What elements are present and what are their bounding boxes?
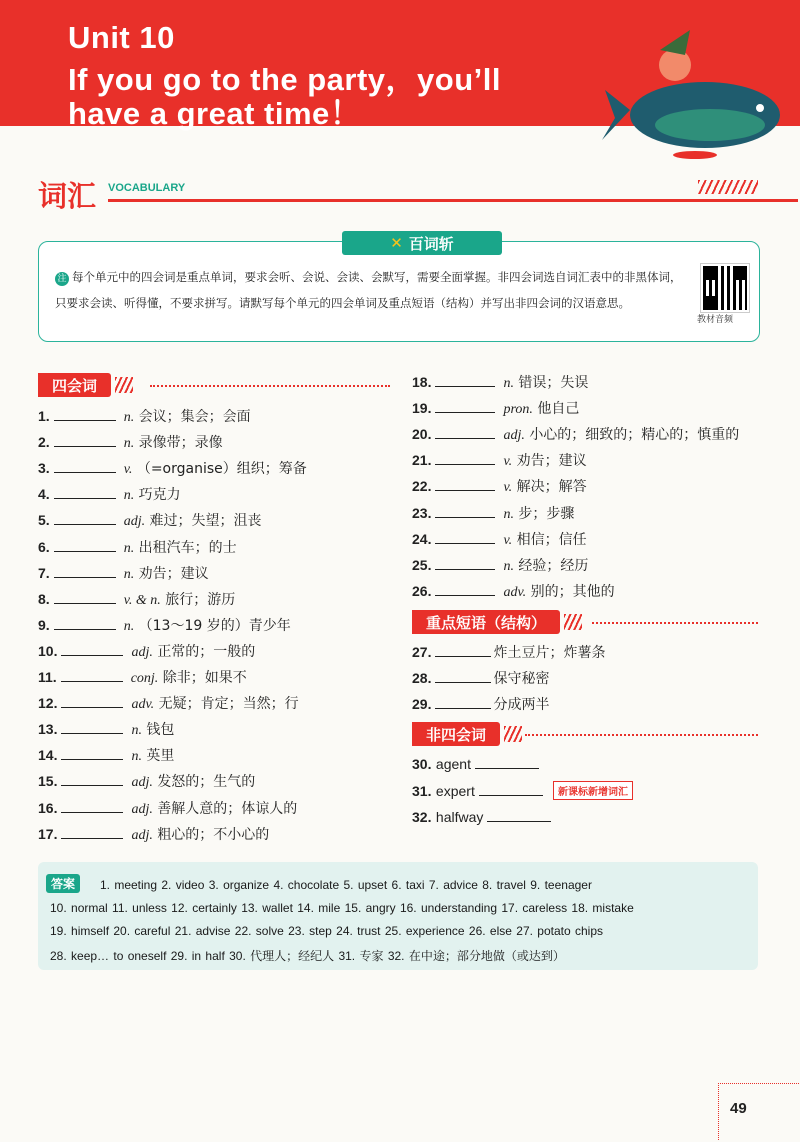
part-of-speech: adj.: [131, 644, 153, 660]
phrase-item: [412, 642, 605, 662]
part-of-speech: n.: [503, 506, 514, 522]
part-of-speech: n.: [123, 540, 135, 556]
part-of-speech: adj.: [131, 801, 153, 817]
part-of-speech: v.: [503, 454, 513, 470]
meaning: 钱包: [146, 722, 175, 739]
answer-blank[interactable]: [61, 641, 123, 656]
section-non-four-words: 非四会词: [412, 722, 500, 746]
vocab-item: [38, 458, 307, 478]
vocab-item: [38, 537, 237, 557]
item-number: 23.: [412, 504, 432, 521]
answer-blank[interactable]: [54, 510, 116, 525]
answer-blank[interactable]: [479, 781, 543, 796]
meaning: 旅行；游历: [165, 591, 236, 608]
vocab-item: [38, 798, 297, 818]
item-number: 30.: [412, 756, 432, 772]
answer-blank[interactable]: [435, 529, 495, 544]
answer-blank[interactable]: [435, 581, 495, 596]
answer-blank[interactable]: [435, 694, 491, 709]
vocab-item: [38, 667, 247, 687]
part-of-speech: conj.: [130, 671, 159, 686]
meaning: （=organise）组织；筹备: [136, 461, 307, 478]
vocab-item: [38, 615, 291, 635]
meaning: 巧克力: [138, 487, 181, 504]
answer-box: [38, 862, 758, 970]
meaning: 经验；经历: [518, 557, 589, 574]
instruction-body: 每个单元中的四会词是重点单词，要求会听、会说、会读、会默写，需要全面掌握。非四会词选自词汇表中的非黑体词，只要求会读、听得懂，不要求拼写。请默写每个单元的四会单词及重点短语（结构）并写出非四会词的汉语意思。: [55, 270, 682, 310]
item-number: 7.: [38, 564, 50, 581]
answer-blank[interactable]: [435, 372, 495, 387]
meaning: 劝告；建议: [138, 565, 209, 582]
dotted-divider: [525, 734, 758, 736]
answer-blank[interactable]: [61, 824, 123, 839]
answer-label: 答案: [46, 874, 80, 893]
meaning: 正常的；一般的: [157, 643, 256, 660]
answer-blank[interactable]: [435, 668, 491, 683]
answer-blank[interactable]: [487, 807, 551, 822]
item-number: 14.: [38, 747, 58, 764]
answer-line: 10. normal 11. unless 12. certainly 13. wallet 14. mile 15. angry 16. understanding 17. careless 18. mistake: [50, 901, 634, 915]
vocabulary-title-en: VOCABULARY: [108, 182, 186, 194]
phrase-item: [412, 694, 549, 714]
swords-icon: ✕: [390, 234, 403, 252]
answer-blank[interactable]: [54, 589, 116, 604]
answer-blank[interactable]: [54, 406, 116, 421]
item-number: 27.: [412, 644, 432, 660]
note-badge: [342, 231, 502, 255]
item-number: 32.: [412, 809, 432, 825]
meaning: 解决；解答: [516, 479, 587, 496]
qr-label: 教材音频: [697, 315, 734, 325]
note-icon: 注: [55, 272, 69, 286]
answer-blank[interactable]: [61, 693, 123, 708]
part-of-speech: n.: [123, 488, 135, 504]
part-of-speech: adj.: [131, 827, 153, 843]
answer-blank[interactable]: [61, 745, 123, 760]
vocab-item: [38, 745, 174, 765]
meaning: 分成两半: [493, 697, 550, 713]
page-number: 49: [730, 1100, 747, 1117]
answer-blank[interactable]: [54, 537, 116, 552]
word: expert: [435, 782, 475, 799]
divider: [108, 199, 798, 202]
answer-blank[interactable]: [54, 458, 116, 473]
vocab-item: [38, 824, 269, 844]
part-of-speech: adj.: [503, 428, 525, 444]
vocab-item: [38, 510, 262, 530]
vocab-item: [38, 432, 223, 452]
item-number: 20.: [412, 426, 432, 443]
part-of-speech: n.: [131, 723, 142, 739]
vocab-item: [412, 503, 574, 523]
phrase-item: [412, 668, 549, 688]
word: halfway: [435, 809, 484, 825]
whale-illustration: [600, 10, 800, 160]
answer-blank[interactable]: [61, 667, 123, 682]
item-number: 19.: [412, 400, 432, 417]
section-phrases: 重点短语（结构）: [412, 610, 560, 634]
answer-blank[interactable]: [475, 754, 539, 769]
part-of-speech: n.: [503, 376, 514, 391]
item-number: 18.: [412, 374, 432, 390]
item-number: 15.: [38, 773, 58, 790]
item-number: 6.: [38, 538, 50, 555]
meaning: 相信；信任: [516, 531, 587, 548]
answer-blank[interactable]: [61, 798, 123, 813]
dotted-divider: [150, 385, 390, 387]
meaning: 善解人意的；体谅人的: [157, 800, 298, 817]
item-number: 9.: [38, 616, 50, 633]
item-number: 24.: [412, 530, 432, 547]
answer-blank[interactable]: [435, 476, 495, 491]
item-number: 2.: [38, 434, 50, 451]
item-number: 4.: [38, 486, 50, 503]
new-vocabulary-tag: 新课标新增词汇: [553, 781, 633, 800]
part-of-speech: adv.: [503, 584, 527, 600]
item-number: 10.: [38, 642, 58, 659]
answer-blank[interactable]: [54, 615, 116, 630]
meaning: 粗心的；不小心的: [157, 826, 270, 843]
item-number: 16.: [38, 799, 58, 816]
unit-title-line1: If you go to the party，you’ll: [68, 62, 501, 97]
item-number: 29.: [412, 696, 432, 712]
part-of-speech: adj.: [131, 775, 153, 791]
meaning: 除非；如果不: [162, 670, 247, 686]
item-number: 11.: [38, 669, 57, 685]
meaning: 劝告；建议: [516, 453, 587, 470]
vocabulary-title-zh: 词汇: [38, 179, 97, 213]
answer-blank[interactable]: [435, 503, 495, 518]
answer-blank[interactable]: [54, 432, 116, 447]
vocab-item: [412, 450, 587, 470]
non-four-item: [412, 754, 547, 773]
answer-blank[interactable]: [435, 555, 495, 570]
note-badge-label: 百词斩: [408, 234, 454, 253]
item-number: 5.: [38, 512, 50, 529]
answer-blank[interactable]: [61, 719, 123, 734]
part-of-speech: n.: [123, 566, 135, 582]
meaning: 英里: [146, 748, 175, 765]
vocab-item: [412, 398, 579, 418]
section-four-words: 四会词: [38, 373, 111, 397]
answer-line: 1. meeting 2. video 3. organize 4. chocolate 5. upset 6. taxi 7. advice 8. travel 9. teenager: [100, 878, 592, 892]
answer-blank[interactable]: [435, 450, 495, 465]
meaning: 错误；失误: [518, 375, 589, 391]
instruction-text: [55, 264, 685, 316]
meaning: 步；步骤: [518, 505, 575, 522]
part-of-speech: v.: [503, 480, 513, 496]
unit-title-line2: have a great time！: [68, 96, 362, 131]
answer-blank[interactable]: [435, 642, 491, 657]
item-number: 21.: [412, 452, 432, 469]
meaning: 发怒的；生气的: [157, 774, 256, 791]
vocab-item: [412, 581, 615, 601]
item-number: 26.: [412, 582, 432, 599]
unit-number: Unit 10: [68, 20, 175, 55]
answer-blank[interactable]: [54, 563, 116, 578]
dotted-divider: [592, 622, 758, 624]
non-four-item: [412, 781, 551, 800]
answer-blank[interactable]: [435, 398, 495, 413]
meaning: （13～19 岁的）青少年: [138, 617, 291, 634]
part-of-speech: v. & n.: [123, 592, 161, 608]
item-number: 12.: [38, 695, 58, 712]
instruction-box: [38, 234, 760, 342]
vocab-item: [38, 589, 235, 609]
vocab-item: [412, 424, 739, 444]
item-number: 8.: [38, 590, 50, 607]
hatch-decoration: [698, 180, 758, 194]
meaning: 难过；失望；沮丧: [149, 513, 262, 530]
item-number: 3.: [38, 460, 50, 477]
meaning: 小心的；细致的；精心的；慎重的: [529, 427, 740, 444]
answer-line: 28. keep… to oneself 29. in half 30. 代理人；经纪人 31. 专家 32. 在中途；部分地做（或达到）: [50, 949, 565, 963]
part-of-speech: n.: [131, 749, 142, 765]
item-number: 22.: [412, 478, 432, 495]
meaning: 出租汽车；的士: [138, 539, 237, 556]
vocab-item: [38, 563, 209, 583]
part-of-speech: v.: [503, 532, 513, 548]
vocabulary-heading: [38, 174, 758, 214]
meaning: 无疑；肯定；当然；行: [158, 696, 299, 713]
meaning: 炸土豆片；炸薯条: [493, 645, 606, 661]
answer-line: 19. himself 20. careful 21. advise 22. solve 23. step 24. trust 25. experience 26. else 27. potato chips: [50, 924, 603, 938]
part-of-speech: n.: [123, 436, 135, 452]
vocab-item: [38, 693, 299, 713]
item-number: 17.: [38, 825, 58, 842]
vocab-item: [412, 476, 587, 496]
qr-code[interactable]: [701, 264, 749, 312]
answer-blank[interactable]: [435, 424, 495, 439]
vocab-item: [38, 719, 174, 739]
part-of-speech: n.: [503, 558, 514, 574]
answer-blank[interactable]: [61, 771, 123, 786]
vocab-item: [38, 406, 251, 426]
vocab-item: [38, 641, 255, 661]
vocab-item: [412, 529, 587, 549]
item-number: 1.: [38, 408, 50, 424]
item-number: 13.: [38, 721, 58, 738]
non-four-item: [412, 807, 559, 826]
part-of-speech: v.: [123, 462, 133, 478]
answer-blank[interactable]: [54, 484, 116, 499]
meaning: 保守秘密: [493, 671, 550, 687]
meaning: 他自己: [537, 401, 580, 418]
meaning: 会议；集会；会面: [138, 409, 251, 425]
part-of-speech: adv.: [131, 697, 155, 713]
vocab-item: [412, 372, 588, 392]
part-of-speech: adj.: [123, 514, 146, 530]
part-of-speech: pron.: [503, 402, 533, 418]
vocab-item: [38, 484, 181, 504]
part-of-speech: n.: [123, 410, 135, 425]
meaning: 录像带；录像: [138, 435, 223, 452]
vocab-item: [38, 771, 255, 791]
item-number: 28.: [412, 670, 432, 686]
part-of-speech: n.: [123, 618, 135, 634]
vocab-item: [412, 555, 588, 575]
meaning: 别的；其他的: [530, 583, 615, 600]
word: agent: [435, 756, 471, 772]
item-number: 25.: [412, 556, 432, 573]
item-number: 31.: [412, 782, 432, 799]
